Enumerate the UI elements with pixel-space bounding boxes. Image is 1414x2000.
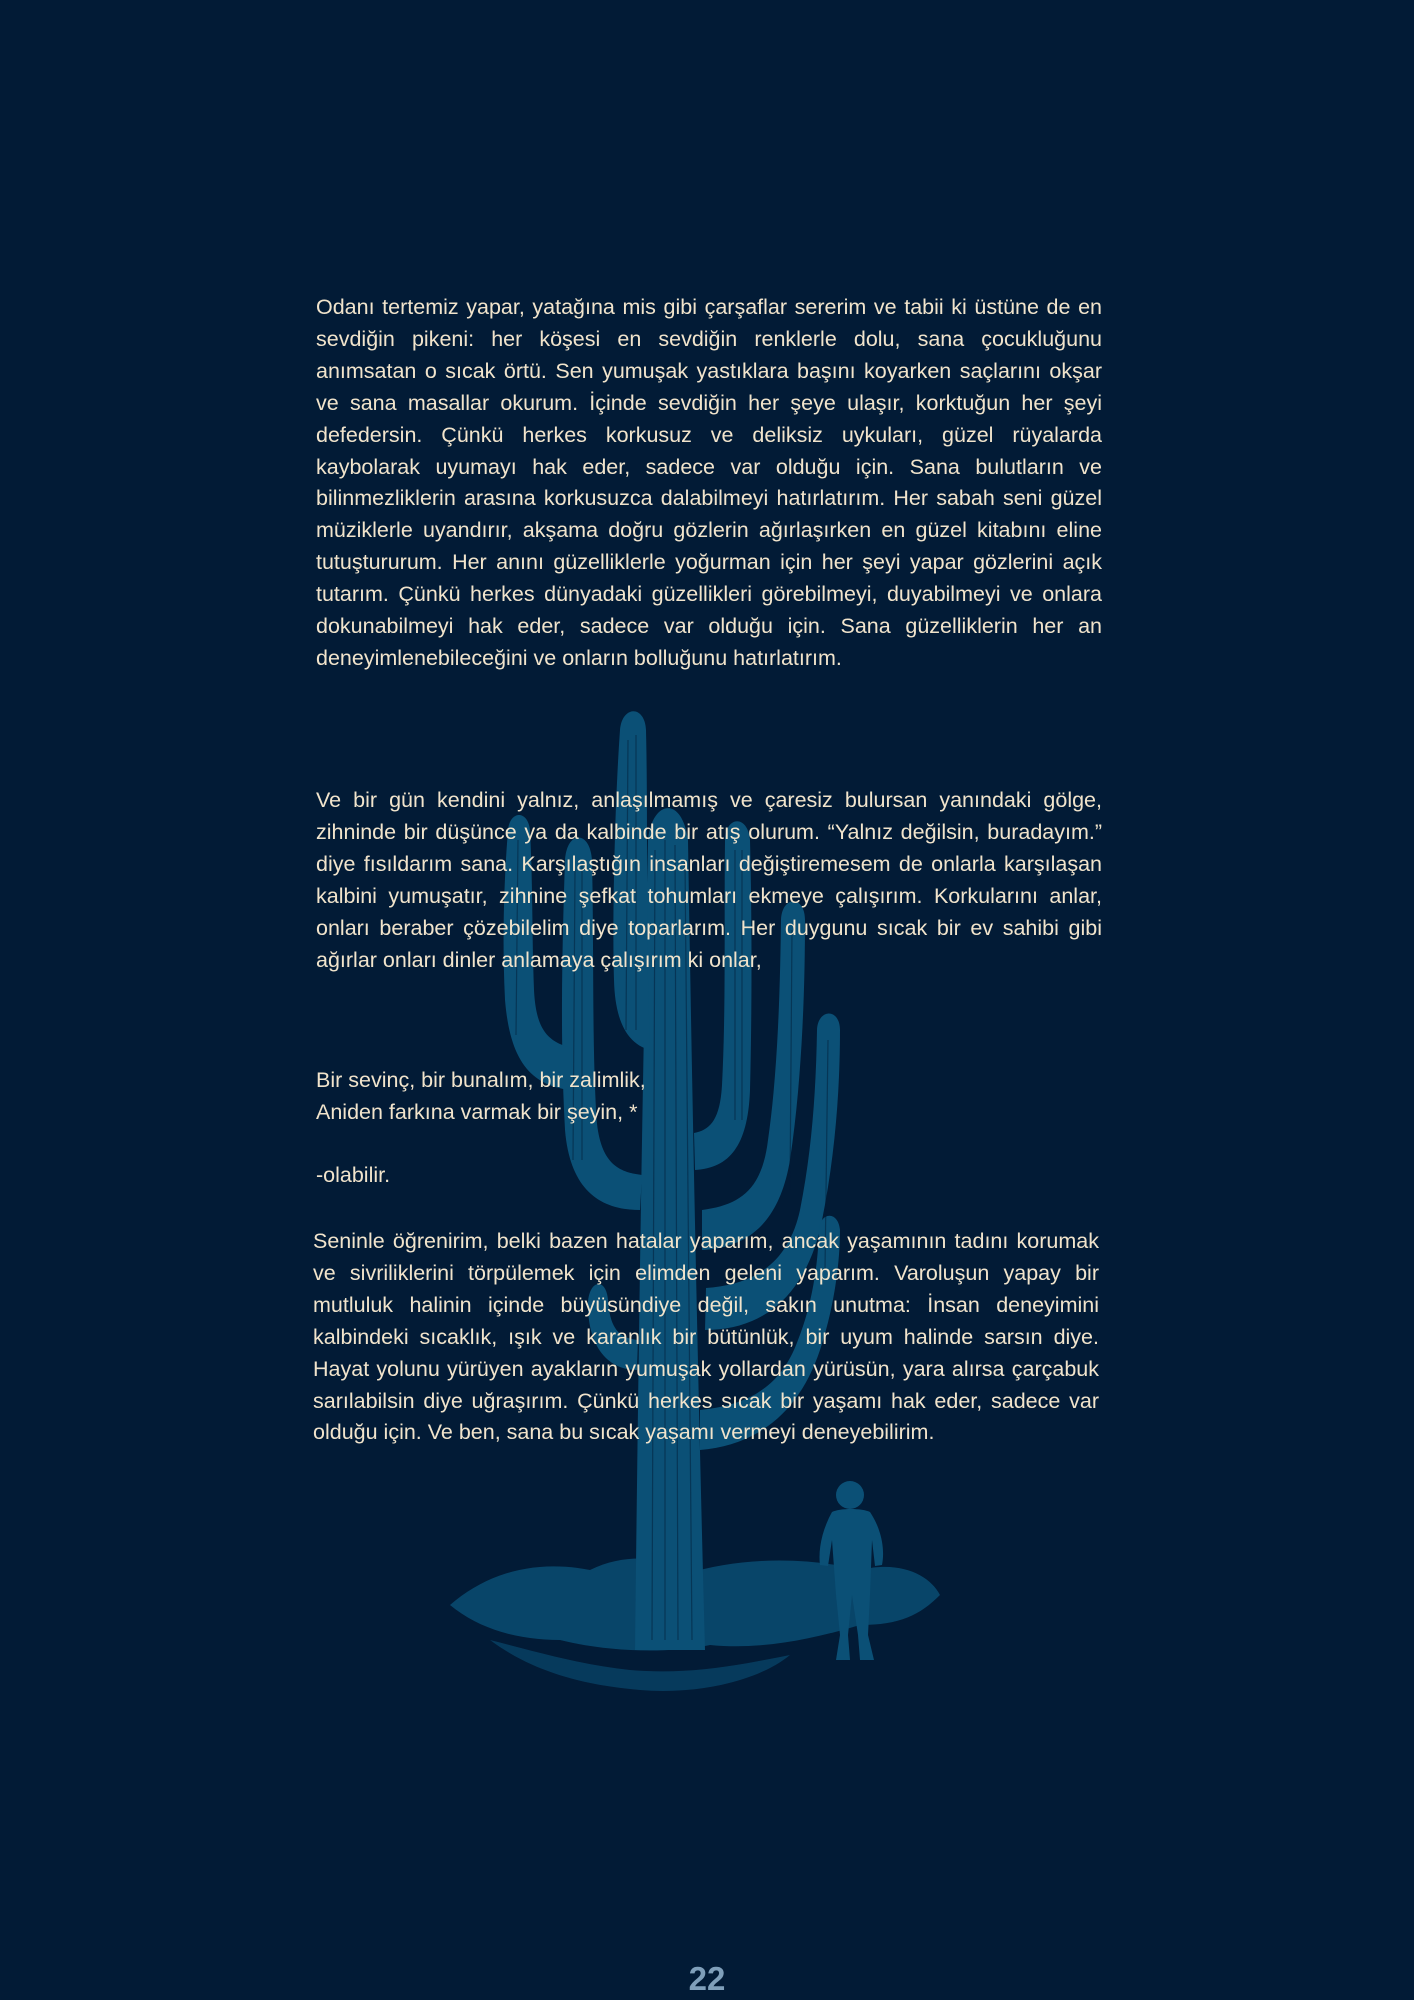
- page-number: 22: [688, 1960, 726, 1997]
- paragraph-1: Odanı tertemiz yapar, yatağına mis gibi çarşaflar sererim ve tabii ki üstüne de en sevdiğin pikeni: her köşesi en sevdiğin renklerle dolu, sana çocukluğunu anımsatan o sıcak örtü. Sen yumuşak yastıklara başını koyarken saçlarını okşar ve sana masallar okurum. İçinde sevdiğin her şeye ulaşır, korktuğun her şeyi defedersin. Çünkü herkes korkusuz ve deliksiz uykuları, güzel rüyalarda kaybolarak uyumayı hak eder, sadece var olduğu için. Sana bulutların ve bilinmezliklerin arasına korkusuzca dalabilmeyi hatırlatırım. Her sabah seni güzel müziklerle uyandırır, akşama doğru gözlerin ağırlaşırken en güzel kitabını eline tutuştururum. Her anını güzelliklerle yoğurman için her şeyi yapar gözlerini açık tutarım. Çünkü herkes dünyadaki güzellikleri görebilmeyi, duyabilmeyi ve onlara dokunabilmeyi hak eder, sadece var olduğu için. Sana güzelliklerin her an deneyimlenebileceğini ve onların bolluğunu hatırlatırım.: [316, 295, 1102, 670]
- poem-quote: [316, 1065, 1102, 1129]
- paragraph-4: Seninle öğrenirim, belki bazen hatalar yaparım, ancak yaşamının tadını korumak ve sivriliklerini törpülemek için elimden geleni yaparım. Varoluşun yapay bir mutluluk halinin içinde büyüsündiye değil, sakın unutma: İnsan deneyimini kalbindeki sıcaklık, ışık ve karanlık bir bütünlük, bir uyum halinde sarsın diye. Hayat yolunu yürüyen ayakların yumuşak yollardan yürüsün, yara alırsa çarçabuk sarılabilsin diye uğraşırım. Çünkü herkes sıcak bir yaşamı hak eder, sadece var olduğu için. Ve ben, sana bu sıcak yaşamı vermeyi deneyebilirim.: [313, 1229, 1099, 1445]
- poem-line-1: Bir sevinç, bir bunalım, bir zalimlik,: [316, 1068, 646, 1092]
- paragraph-3: -olabilir.: [316, 1163, 391, 1187]
- paragraph-2: Ve bir gün kendini yalnız, anlaşılmamış ve çaresiz bulursan yanındaki gölge, zihninde bir düşünce ya da kalbinde bir atış olurum. “Yalnız değilsin, buradayım.” diye fısıldarım sana. Karşılaştığın insanları değiştiremesem de onlarla karşılaşan kalbini yumuşatır, zihnine şefkat tohumları ekmeye çalışırım. Korkularını anlar, onları beraber çözebilelim diye toparlarım. Her duygunu sıcak bir ev sahibi gibi ağırlar onları dinler anlamaya çalışırım ki onlar,: [316, 788, 1102, 972]
- poem-line-2: Aniden farkına varmak bir şeyin, *: [316, 1099, 638, 1124]
